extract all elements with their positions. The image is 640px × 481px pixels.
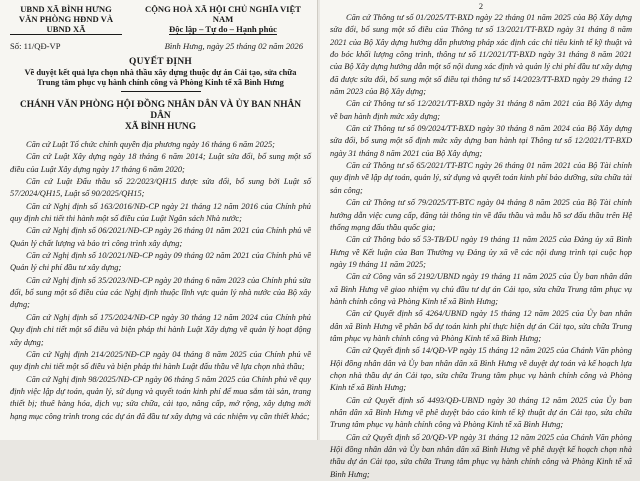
legal-basis-paragraph: Căn cứ Thông tư số 01/2025/TT-BXD ngày 22 tháng 01 năm 2025 của Bộ Xây dựng sửa đổi, bổ sung một số điều của Thông tư số 13/2021/TT-BXD ngày 31 tháng 8 năm 2021 của Bộ Xây dựng hướng dẫn phương pháp xác định các chỉ tiêu kinh tế kỹ thuật và đo bóc khối lượng công trình, thông tư số 11/2021/TT-BXD ngày 31 tháng 8 năm 2021 của Bộ Xây dựng hướng dẫn một số nội dung xác định và quản lý chi phí đầu tư xây dựng đã được sửa đổi, bổ sung một số điều tại thông tư số 14/2023/TT-BXD ngày 29 tháng 12 năm 2023 của Bộ Xây dựng; [330, 13, 632, 97]
legal-basis-paragraph: Căn cứ Nghị định số 175/2024/NĐ-CP ngày 30 tháng 12 năm 2024 của Chính phủ Quy định chi tiết một số điều và biện pháp thi hành Luật Xây dựng về quản lý hoạt động xây dựng; [10, 312, 311, 347]
legal-basis-paragraph: Căn cứ Quyết định số 14/QĐ-VP ngày 15 tháng 12 năm 2025 của Chánh Văn phòng Hội đồng nhân dân và Ủy ban nhân dân xã Bình Hưng về duyệt dự toán và kế hoạch lựa chọn nhà thầu dự án Cải tạo, sửa chữa Trung tâm phục vụ hành chính công và Phòng Kinh tế xã Bình Hưng; [330, 346, 632, 393]
legal-basis-paragraph: Căn cứ Quyết định số 20/QĐ-VP ngày 31 tháng 12 năm 2025 của Chánh Văn phòng Hội đồng nhân dân và Ủy ban nhân dân xã Bình Hưng về phê duyệt kế hoạch chọn nhà thầu dự án Cải tạo, sửa chữa Trung tâm phục vụ hành chính công và Phòng Kinh tế xã Bình Hưng; [330, 432, 632, 479]
authority-line-1: CHÁNH VĂN PHÒNG HỘI ĐỒNG NHÂN DÂN VÀ ỦY BAN NHÂN DÂN [19, 100, 302, 121]
subject-underline [121, 91, 201, 92]
legal-basis-paragraph: Căn cứ Nghị định 98/2025/NĐ-CP ngày 06 tháng 5 năm 2025 của Chính phủ về quy định việc lập dự toán, quản lý, sử dụng và quyết toán kinh phí để mua sắm tài sản, trang thiết bị; thuê hàng hóa, dịch vụ; sửa chữa, cải tạo, nâng cấp, mở rộng, xây dựng mới hạng mục công trình trong các dự án đã đầu tư xây dựng và các nhiệm vụ cần thiết khác; [10, 374, 311, 421]
page-number: 2 [478, 2, 484, 11]
legal-basis-paragraph: Căn cứ Thông báo số 53-TB/ĐU ngày 19 tháng 11 năm 2025 của Đảng ủy xã Bình Hưng về Kết luận của Ban Thường vụ Đảng ủy xã về các nội dung trình tại cuộc họp ngày 19 tháng 11 năm 2025; [330, 235, 632, 269]
legal-basis-paragraph: Căn cứ Luật Đấu thầu số 22/2023/QH15 được sửa đổi, bổ sung bởi Luật số 57/2024/QH15, Luật số 90/2025/QH15; [10, 177, 311, 199]
issuing-authority [10, 100, 311, 133]
document-meta [10, 41, 311, 51]
authority-line-2: XÃ BÌNH HƯNG [124, 122, 196, 132]
legal-basis-paragraph: Căn cứ Luật Tổ chức chính quyền địa phương ngày 16 tháng 6 năm 2025; [26, 140, 275, 149]
legal-basis-paragraph: Căn cứ Luật Xây dựng ngày 18 tháng 6 năm 2014; Luật sửa đổi, bổ sung một số điều của Luật Xây dựng ngày 17 tháng 6 năm 2020; [10, 152, 311, 174]
subject-line-1: Về duyệt kết quả lựa chọn nhà thầu xây dựng thuộc dự án Cải tạo, sửa chữa [24, 68, 297, 77]
document-header [10, 4, 311, 35]
legal-basis-paragraph: Căn cứ Công văn số 2192/UBND ngày 19 tháng 11 năm 2025 của Ủy ban nhân dân xã Bình Hưng về giao nhiệm vụ chủ đầu tư dự án Cải tạo, sửa chữa Trung tâm phục vụ hành chính công và Phòng Kinh tế xã Bình Hưng; [330, 272, 632, 306]
legal-basis-paragraph: Căn cứ Quyết định số 4264/UBND ngày 15 tháng 12 năm 2025 của Ủy ban nhân dân xã Bình Hưng về phân bổ dự toán kinh phí thực hiện dự án Cải tạo, sửa chữa Trung tâm phục vụ hành chính công và Phòng Kinh tế xã Bình Hưng; [330, 309, 632, 343]
legal-basis-paragraph: Căn cứ Quyết định số 4493/QĐ-UBND ngày 30 tháng 12 năm 2025 của Ủy ban nhân dân xã Bình Hưng về phê duyệt báo cáo kinh tế kỹ thuật dự án Cải tạo, sửa chữa Trung tâm phục vụ hành chính công và Phòng Kinh tế xã Bình Hưng; [330, 395, 632, 430]
legal-basis-paragraph: Căn cứ Nghị định số 163/2016/NĐ-CP ngày 21 tháng 12 năm 2016 của Chính phủ quy định chi tiết thi hành một số điều của Luật Ngân sách Nhà nước; [10, 201, 311, 224]
document-subject [10, 68, 311, 88]
national-motto [135, 4, 311, 35]
document-title: QUYẾT ĐỊNH [129, 57, 192, 67]
agency-name-line-1: UBND XÃ BÌNH HƯNG [20, 4, 112, 14]
legal-basis-paragraph: Căn cứ Nghị định số 10/2021/NĐ-CP ngày 09 tháng 02 năm 2021 của Chính phủ về Quản lý chi phí đầu tư xây dựng; [10, 251, 311, 273]
legal-basis-paragraph: Căn cứ Thông tư số 65/2021/TT-BTC ngày 26 tháng 01 năm 2021 của Bộ Tài chính quy định về lập dự toán, quản lý, sử dụng và quyết toán kinh phí bảo dưỡng, sửa chữa tài sản công; [330, 161, 632, 195]
legal-basis-paragraph: Căn cứ Thông tư số 09/2024/TT-BXD ngày 30 tháng 8 năm 2024 của Bộ Xây dựng sửa đổi, bổ sung một số định mức xây dựng ban hành tại Thông tư số 12/2021/TT-BXD ngày 31 tháng 8 năm 2021 của Bộ Xây dựng; [330, 124, 632, 158]
legal-basis-paragraph: Căn cứ Nghị định số 06/2021/NĐ-CP ngày 26 tháng 01 năm 2021 của Chính phủ về Quản lý chất lượng và bảo trì công trình xây dựng; [10, 226, 311, 248]
country-name: CỘNG HOÀ XÃ HỘI CHỦ NGHĨA VIỆT NAM [145, 4, 301, 24]
motto-line: Độc lập – Tự do – Hạnh phúc [169, 24, 277, 34]
agency-name-line-2: VĂN PHÒNG HĐND VÀ UBND XÃ [10, 14, 122, 35]
document-date: Bình Hưng, ngày 25 tháng 02 năm 2026 [164, 41, 303, 51]
subject-line-2: Trung tâm phục vụ hành chính công và Phòng Kinh tế xã Bình Hưng [37, 78, 284, 87]
document-page-2 [320, 0, 640, 479]
document-page-1 [0, 0, 318, 440]
document-number: Số: 11/QĐ-VP [10, 41, 61, 51]
legal-basis-paragraph: Căn cứ Nghị định 214/2025/NĐ-CP ngày 04 tháng 8 năm 2025 của Chính phủ về quy định chi tiết một số điều và biện pháp thi hành Luật đấu thầu về lựa chọn nhà thầu; [10, 349, 311, 372]
issuing-agency [10, 4, 122, 35]
legal-basis-paragraph: Căn cứ Thông tư số 12/2021/TT-BXD ngày 31 tháng 8 năm 2021 của Bộ Xây dựng về ban hành định mức xây dựng; [330, 99, 632, 121]
legal-basis-paragraph: Căn cứ Nghị định số 35/2023/NĐ-CP ngày 20 tháng 6 năm 2023 của Chính phủ sửa đổi, bổ sung một số điều của các Nghị định thuộc lĩnh vực quản lý nhà nước của Bộ xây dựng; [10, 275, 311, 310]
legal-basis-paragraph: Căn cứ Thông tư số 79/2025/TT-BTC ngày 04 tháng 8 năm 2025 của Bộ Tài chính hướng dẫn việc cung cấp, đăng tải thông tin về đấu thầu và mẫu hồ sơ đấu thầu trên Hệ thống mạng đấu thầu quốc gia; [330, 198, 632, 232]
